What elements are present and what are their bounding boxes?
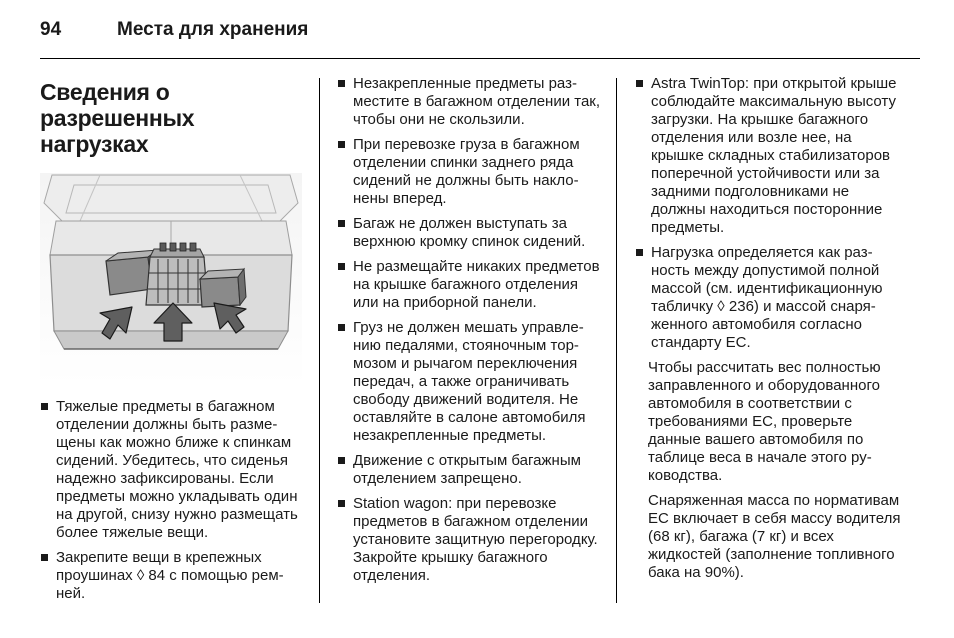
bullet-text: Station wagon: при перевозке предметов в багажном отделении установите защитную перегородку. Закройте крышку багажного отделения. <box>353 495 598 584</box>
column-divider-1 <box>319 78 320 603</box>
bullet-text: Движение с открытым багажным отделением запрещено. <box>353 452 581 487</box>
bullet-square-icon <box>338 500 345 507</box>
section-title-line-2: разрешенных <box>40 105 195 131</box>
header-rule <box>40 58 920 59</box>
bullet-square-icon <box>338 324 345 331</box>
bullet-square-icon <box>636 249 643 256</box>
section-title-line-1: Сведения о <box>40 79 170 105</box>
body-paragraph: Чтобы рассчитать вес полностью заправленного и оборудованного автомобиля в соответствии с требованиями ЕС, проверьте данные вашего автомобиля по таблице веса в начале этого руководства. <box>648 359 881 484</box>
page-number: 94 <box>40 19 62 40</box>
bullet-text: Astra TwinTop: при открытой крыше соблюдайте максимальную высоту загрузки. На крышке багажного отделения или возле нее, на крышке складных стабилизаторов поперечной устойчивости или за задними подголовниками не должны находиться посторонние предметы. <box>651 75 897 236</box>
section-title-line-3: нагрузках <box>40 131 149 157</box>
body-paragraph: Снаряженная масса по нормативам ЕС включает в себя массу водителя (68 кг), багажа (7 кг) и всех жидкостей (заполнение топливного бака на 90%). <box>648 492 901 581</box>
column-divider-2 <box>616 78 617 603</box>
bullet-text: Нагрузка определяется как разность между допустимой полной массой (см. идентификационную табличку ◊ 236) и массой снаряженного автомобиля согласно стандарту ЕС. <box>651 244 883 351</box>
bullet-square-icon <box>636 80 643 87</box>
bullet-item <box>337 452 605 488</box>
bullet-item <box>337 136 605 208</box>
bullet-square-icon <box>41 403 48 410</box>
bullet-item <box>337 215 605 251</box>
bullet-text: При перевозке груза в багажном отделении спинки заднего ряда сидений не должны быть наклонены вперед. <box>353 136 580 207</box>
bullet-item <box>337 75 605 129</box>
bullet-item <box>337 495 605 585</box>
bullet-text: Груз не должен мешать управлению педалями, стояночным тормозом и рычагом переключения передач, а также ограничивать свободу движений водителя. Не оставляйте в салоне автомобиля незакрепленные предметы. <box>353 319 586 444</box>
bullet-item <box>337 319 605 445</box>
section-title <box>40 79 270 157</box>
car-trunk-luggage-illustration <box>40 173 302 385</box>
column-right <box>635 75 905 589</box>
bullet-square-icon <box>338 457 345 464</box>
bullet-item <box>337 258 605 312</box>
bullet-square-icon <box>41 554 48 561</box>
column-left <box>40 398 306 610</box>
bullet-item <box>40 549 306 603</box>
bullet-item <box>635 75 905 237</box>
bullet-item <box>635 244 905 352</box>
bullet-square-icon <box>338 141 345 148</box>
bullet-square-icon <box>338 80 345 87</box>
bullet-item <box>40 398 306 542</box>
bullet-text: Незакрепленные предметы разместите в багажном отделении так, чтобы они не скользили. <box>353 75 601 128</box>
bullet-square-icon <box>338 263 345 270</box>
column-middle <box>337 75 605 592</box>
bullet-text: Закрепите вещи в крепежных проушинах ◊ 84 с помощью ремней. <box>56 549 284 602</box>
bullet-text: Не размещайте никаких предметов на крышке багажного отделения или на приборной панели. <box>353 258 600 311</box>
bullet-text: Тяжелые предметы в багажном отделении должны быть размещены как можно ближе к спинкам сидений. Убедитесь, что сиденья надежно зафиксированы. Если предметы можно укладывать один на другой, снизу нужно размещать более тяжелые вещи. <box>56 398 298 541</box>
running-title: Места для хранения <box>117 19 309 40</box>
bullet-text: Багаж не должен выступать за верхнюю кромку спинок сидений. <box>353 215 586 250</box>
bullet-square-icon <box>338 220 345 227</box>
